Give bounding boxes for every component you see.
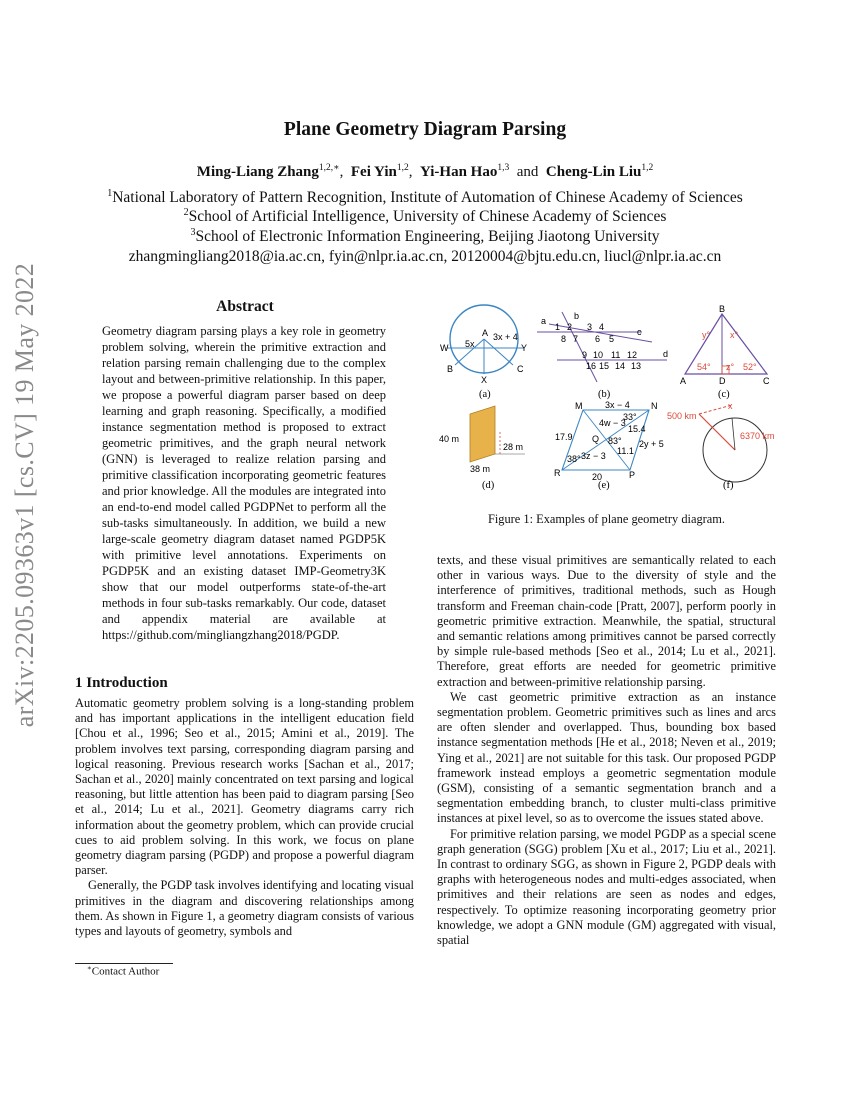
fig-label: 52° — [743, 362, 757, 372]
fig-label: 16 — [586, 361, 597, 371]
radius-line — [699, 414, 735, 450]
arxiv-sidebar — [2, 262, 48, 728]
affiliation — [0, 188, 850, 207]
fig-label: 3x + 4 — [493, 332, 518, 342]
author-name: Yi-Han Hao — [419, 164, 498, 180]
affil-sup: 1 — [107, 188, 113, 199]
subfigure-a — [440, 305, 527, 400]
author-sup: 1,2 — [641, 163, 654, 173]
fig-label: 54° — [697, 362, 711, 372]
fig-label: 38 m — [470, 464, 491, 474]
fig-label: 14 — [615, 361, 626, 371]
subfigure-f — [667, 401, 775, 491]
affil-sup: 3 — [190, 227, 196, 238]
fig-label: x — [728, 401, 733, 411]
abstract-text: Geometry diagram parsing plays a key role in geometry problem solving, wherein the primitive extraction and relation parsing remain challenging due to the complex layout and between-primitive relationship. In this paper, we propose a powerful diagram parser based on deep learning and graph reasoning. Specifically, a modified instance segmentation method is proposed to extract geometric primitives, and the graph neural network (GNN) is leveraged to realize relation parsing and primitive classification incorporating geometric features and prior knowledge. All the modules are integrated into an end-to-end model called PGDPNet to perform all the sub-tasks simultaneously. In addition, we build a new large-scale geometry diagram dataset named PGDP5K with primitive level annotations. Experiments on PGDP5K and an existing dataset IMP-Geometry3K show that our model outperforms state-of-the-art methods in four sub-tasks remarkably. Our code, dataset and appendix material are available at https://github.com/mingliangzhang2018/PGDP. — [102, 324, 386, 642]
author-sup: 1,3 — [497, 163, 510, 173]
fig-label: 4w − 3 — [599, 418, 626, 428]
fig-label: 33° — [623, 412, 637, 422]
fig-label: Y — [521, 343, 528, 353]
fig-label: 8 — [561, 334, 567, 344]
fig-label: 1 — [555, 322, 561, 332]
fig-label: 12 — [627, 350, 638, 360]
fig-label: 5 — [609, 334, 615, 344]
fig-label: b — [574, 311, 580, 321]
author-list — [0, 162, 850, 181]
figure-1 — [437, 302, 777, 498]
fig-label: Q — [592, 434, 600, 444]
subfigure-b — [537, 311, 668, 400]
radius-line — [732, 418, 735, 450]
fig-label: P — [629, 470, 636, 480]
author-sup: 1,2,∗ — [318, 163, 340, 173]
fig-label: 20 — [592, 472, 603, 482]
figure-caption: Figure 1: Examples of plane geometry diagram. — [487, 512, 726, 526]
fig-label: B — [719, 304, 726, 314]
fig-label: 28 m — [503, 442, 524, 452]
fig-label: 3 — [587, 322, 593, 332]
affiliation — [0, 227, 850, 246]
section-heading: 1 Introduction — [75, 675, 168, 691]
subfigure-label: (d) — [482, 480, 495, 491]
abstract-heading: Abstract — [216, 298, 274, 315]
email-list: zhangmingliang2018@ia.ac.cn, fyin@nlpr.ia.ac.cn, 20120004@bjtu.edu.cn, liucl@nlpr.ia.ac.cn — [128, 248, 722, 265]
fig-label: 83° — [608, 436, 622, 446]
paragraph: Automatic geometry problem solving is a long-standing problem and has important applications in the intelligent education field [Chou et al., 1996; Seo et al., 2015; Amini et al., 2019]. The problem involves text parsing, corresponding diagram parsing and logical reasoning. Previous research works [Sachan et al., 2017; Sachan et al., 2020] mainly concentrated on text parsing and logical reasoning, but little attention has been paid to diagram parsing [Seo et al., 2014; Lu et al., 2021]. Geometry diagrams carry rich information about the geometry problem, which can provide crucial cues to aid problem solving. In this work, we focus on plane geometry diagram parsing (PGDP) and propose a powerful diagram parser. — [75, 696, 414, 878]
affil-text: School of Artificial Intelligence, University of Chinese Academy of Sciences — [188, 208, 667, 226]
wall-shape — [470, 406, 495, 462]
fig-label: x° — [730, 330, 739, 340]
paper-title: Plane Geometry Diagram Parsing — [283, 119, 567, 140]
fig-label: 3z − 3 — [581, 451, 606, 461]
fig-label: W — [440, 343, 449, 353]
affiliation — [0, 207, 850, 226]
subfigure-label: (a) — [479, 389, 491, 400]
subfigure-c — [680, 304, 770, 400]
fig-label: 5x — [465, 339, 475, 349]
fig-label: 10 — [593, 350, 604, 360]
footnote-text: Contact Author — [91, 965, 160, 978]
fig-label: 15 — [599, 361, 610, 371]
fig-label: A — [482, 328, 489, 338]
arxiv-id: arXiv:2205.09363v1 [cs.CV] 19 May 2022 — [10, 262, 39, 728]
footnote — [87, 964, 159, 978]
fig-label: 2y + 5 — [639, 439, 664, 449]
column-left — [75, 696, 414, 939]
author-and: and — [516, 164, 539, 180]
fig-label: z° — [726, 362, 735, 372]
fig-label: a — [541, 316, 547, 326]
paragraph: texts, and these visual primitives are semantically related to each other in various ways. Due to the diversity of style and the interference of primitives, traditional methods, such as Hough transform and Freeman chain-code [Pratt, 2007], perform poorly in geometric primitive extraction. Meanwhile, the spatial, structural and semantic relations among primitives cannot be parsed correctly by simple rule-based methods [Seo et al., 2014; Lu et al., 2021]. Therefore, great efforts are needed for geometric primitive extraction and between-primitive relationship parsing. — [437, 553, 776, 689]
paragraph: Generally, the PGDP task involves identifying and locating visual primitives in the diagram and discovering relationships among them. As shown in Figure 1, a geometry diagram consists of various types and layouts of geometry, symbols and — [75, 878, 414, 939]
fig-label: 7 — [573, 334, 579, 344]
fig-label: 9 — [582, 350, 588, 360]
subfigure-label: (f) — [723, 480, 734, 491]
fig-label: 11.1 — [617, 446, 634, 456]
fig-label: C — [517, 364, 524, 374]
author-sep: , — [339, 164, 344, 180]
fig-label: d — [663, 349, 669, 359]
paragraph: We cast geometric primitive extraction as an instance segmentation problem. Geometric primitives such as lines and arcs are often slender and overlapped. Thus, bounding box based instance segmentation methods [He et al., 2018; Neven et al., 2019; Ying et al., 2021] are not suitable for this task. Our proposed PGDP framework instead employs a geometric segmentation module (GSM), consisting of a semantic segmentation branch and a segmentation embedding branch, to cluster multi-class primitive instances at pixel level, so as to overcome the issues stated above. — [437, 689, 776, 826]
affil-text: School of Electronic Information Engineering, Beijing Jiaotong University — [195, 228, 660, 246]
fig-label: 38° — [567, 454, 581, 464]
fig-label: 4 — [599, 322, 605, 332]
fig-label: M — [575, 401, 583, 411]
fig-label: N — [651, 401, 658, 411]
subfigure-label: (e) — [598, 480, 610, 491]
fig-label: 500 km — [667, 411, 697, 421]
fig-label: C — [763, 376, 770, 386]
subfigure-label: (b) — [598, 389, 611, 400]
fig-label: y° — [702, 330, 711, 340]
author-name: Ming-Liang Zhang — [196, 164, 319, 180]
fig-label: 6370 km — [740, 431, 775, 441]
fig-label: 40 m — [439, 434, 460, 444]
subfigure-d — [439, 406, 525, 491]
fig-label: 17.9 — [555, 432, 573, 442]
fig-label: A — [680, 376, 687, 386]
author-name: Fei Yin — [350, 164, 397, 180]
affil-text: National Laboratory of Pattern Recognition, Institute of Automation of Chinese Academy of Sciences — [112, 189, 743, 207]
fig-label: 15.4 — [628, 424, 646, 434]
paragraph: For primitive relation parsing, we model PGDP as a special scene graph generation (SGG) problem [Xu et al., 2017; Liu et al., 2021]. In contrast to ordinary SGG, as shown in Figure 2, PGDP deals with graphs with heterogeneous nodes and multi-edges associated, when primitives and their relations are seen as nodes and edges, respectively. To optimize reasoning incorporating geometry prior knowledge, we adopt a GNN module (GM) aggregated with visual, spatial — [437, 826, 776, 948]
subfigure-e — [554, 400, 664, 491]
radius — [484, 339, 513, 365]
fig-label: 13 — [631, 361, 642, 371]
fig-label: D — [719, 376, 726, 386]
fig-label: 6 — [595, 334, 601, 344]
fig-label: R — [554, 468, 561, 478]
author-name: Cheng-Lin Liu — [545, 164, 642, 180]
column-right — [437, 553, 776, 948]
subfigure-label: (c) — [718, 389, 730, 400]
footnote-mark: ∗ — [87, 964, 92, 972]
fig-label: 11 — [611, 350, 621, 360]
author-sep: , — [408, 164, 413, 180]
fig-label: 3x − 4 — [605, 400, 630, 410]
affil-sup: 2 — [183, 207, 189, 218]
fig-label: c — [637, 327, 642, 337]
fig-label: 2 — [567, 322, 573, 332]
author-sup: 1,2 — [396, 163, 409, 173]
fig-label: B — [447, 364, 454, 374]
fig-label: X — [481, 375, 488, 385]
